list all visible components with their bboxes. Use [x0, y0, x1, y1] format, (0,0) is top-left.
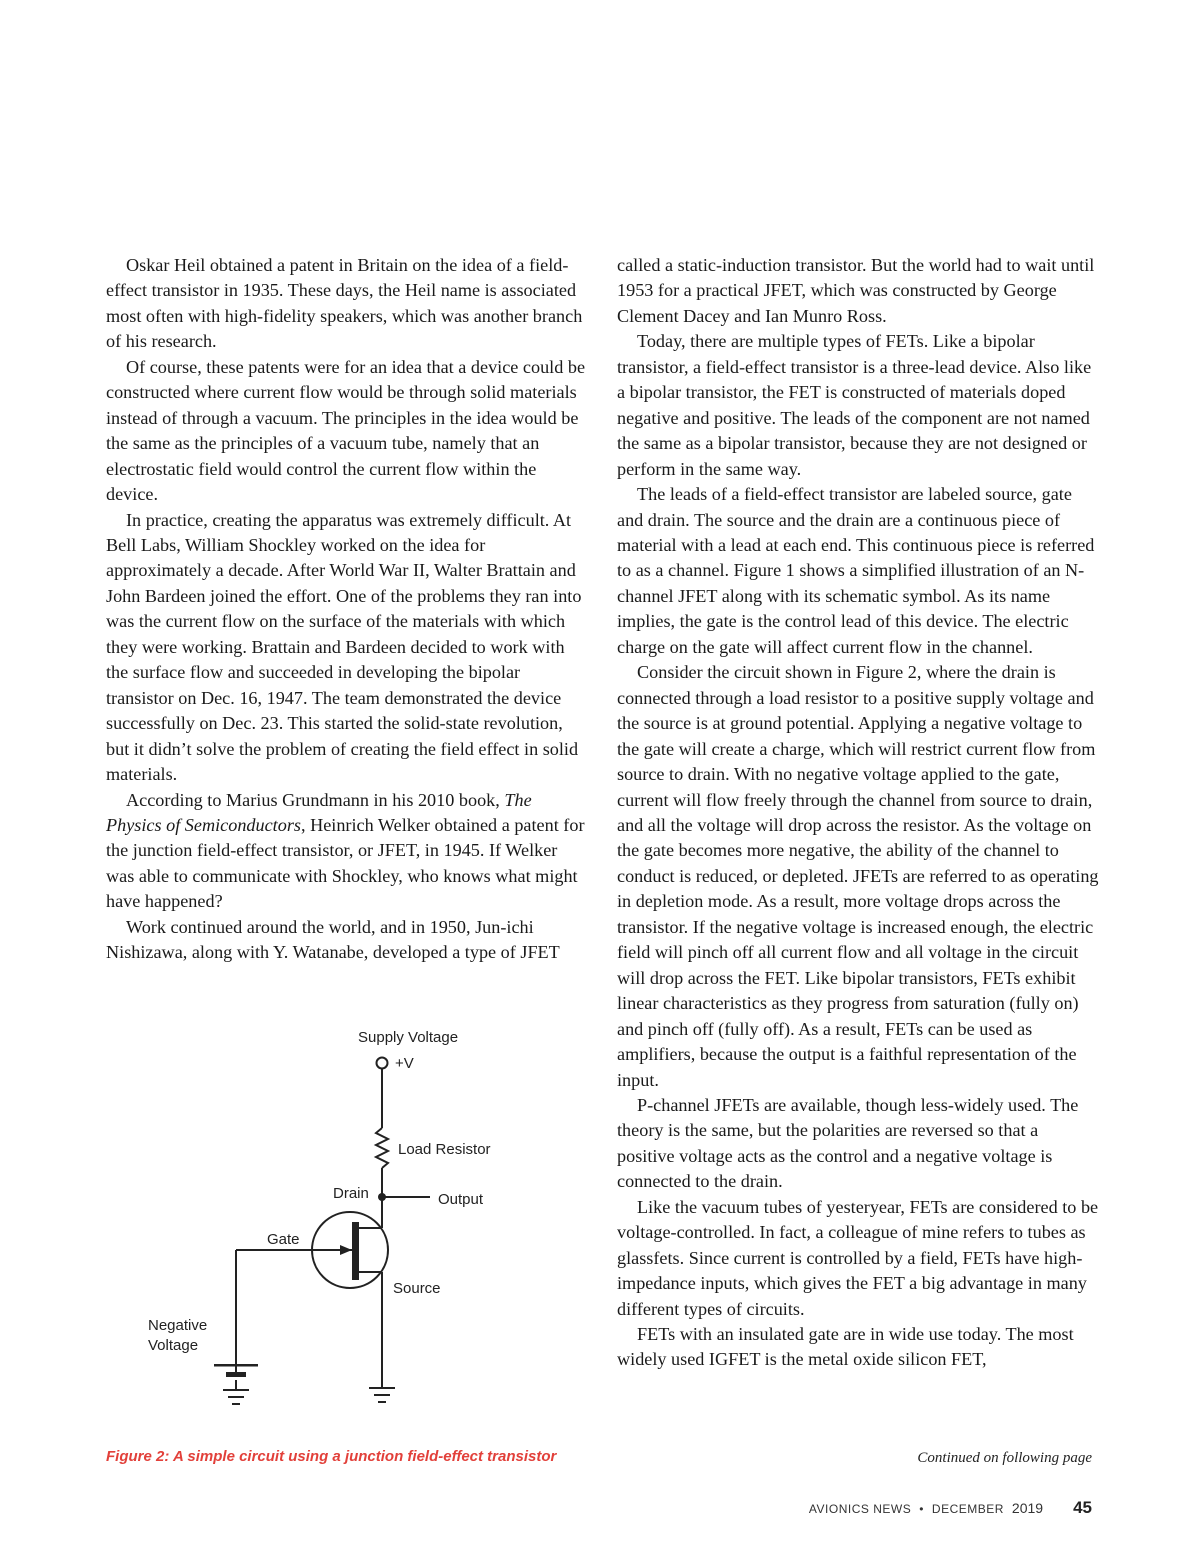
load-resistor-icon: [376, 1128, 388, 1168]
text-run: According to Marius Grundmann in his 2010 book,: [126, 789, 505, 810]
page-number: 45: [1073, 1498, 1092, 1517]
paragraph: The leads of a field-effect transistor are labeled source, gate and drain. The source and the drain are a continuous piece of material with a lead at each end. This continuous piece is referred to as a channel. Figure 1 shows a simplified illustration of an N-channel JFET along with its schematic symbol. As its name implies, the gate is the control lead of this device. The electric charge on the gate will affect current flow in the channel.: [617, 484, 1095, 657]
footer-month: DECEMBER: [931, 1502, 1004, 1516]
paragraph: FETs with an insulated gate are in wide use today. The most widely used IGFET is the metal oxide silicon FET,: [617, 1324, 1074, 1370]
label-voltage: Voltage: [148, 1337, 199, 1354]
paragraph: Oskar Heil obtained a patent in Britain on the idea of a field-effect transistor in 1935. These days, the Heil name is associated most often with high-fidelity speakers, which was another branch of his research.: [106, 255, 583, 352]
right-column: [617, 253, 1099, 1373]
label-plus-v: +V: [395, 1055, 414, 1072]
label-output: Output: [438, 1191, 484, 1208]
ground-icon-left: [223, 1390, 249, 1404]
footer-year: 2019: [1011, 1500, 1044, 1516]
label-load-resistor: Load Resistor: [398, 1141, 491, 1158]
book-title: The Physics of Semiconductors: [106, 789, 532, 835]
text-run: , Heinrich Welker obtained a patent for the junction field-effect transistor, or JFET, in 1945. If Welker was able to communicate with Shockley, who knows what might have happened?: [106, 814, 585, 912]
label-supply-voltage: Supply Voltage: [358, 1029, 459, 1046]
footer-bullet: •: [919, 1502, 924, 1516]
label-source: Source: [393, 1280, 441, 1297]
paragraph-continuation: called a static-induction transistor. But the world had to wait until 1953 for a practical JFET, which was constructed by George Clement Dacey and Ian Munro Ross.: [617, 255, 1095, 326]
label-gate: Gate: [267, 1231, 300, 1248]
label-negative: Negative: [148, 1317, 208, 1334]
paragraph: P-channel JFETs are available, though less-widely used. The theory is the same, but the polarities are reversed so that a positive voltage acts as the control and a negative voltage is connected to the drain.: [617, 1094, 1079, 1192]
paragraph: Today, there are multiple types of FETs. Like a bipolar transistor, a field-effect transistor is a three-lead device. Also like a bipolar transistor, the FET is constructed of materials doped negative and positive. The leads of the component are not named the same as a bipolar transistor, because they are not designed or perform in the same way.: [617, 331, 1092, 479]
jfet-circuit-diagram: [130, 1020, 550, 1420]
publication-name: AVIONICS NEWS: [808, 1502, 912, 1516]
left-column: [106, 253, 588, 966]
paragraph: Like the vacuum tubes of yesteryear, FETs are considered to be voltage-controlled. In fact, a colleague of mine refers to tubes as glassfets. Since current is controlled by a field, FETs have high-impedance inputs, which gives the FET a big advantage in many different types of circuits.: [617, 1196, 1099, 1319]
page-footer: [809, 1498, 1092, 1518]
figure-caption: Figure 2: A simple circuit using a junction field-effect transistor: [106, 1448, 557, 1465]
ground-icon-right: [369, 1388, 395, 1402]
continued-note: Continued on following page: [917, 1450, 1092, 1466]
junction-dot: [378, 1193, 386, 1201]
paragraph: Of course, these patents were for an idea that a device could be constructed where current flow would be through solid materials instead of through a vacuum. The principles in the idea would be the same as the principles of a vacuum tube, namely that an electrostatic field would control the current flow within the device.: [106, 356, 586, 505]
battery-icon: [214, 1364, 258, 1367]
paragraph: In practice, creating the apparatus was extremely difficult. At Bell Labs, William Shockley worked on the idea for approximately a decade. After World War II, Walter Brattain and John Bardeen joined the effort. One of the problems they ran into was the current flow on the surface of the materials with which they were working. Brattain and Bardeen decided to work with the surface flow and succeeded in developing the bipolar transistor on Dec. 16, 1947. The team demonstrated the device successfully on Dec. 23. This started the solid-state revolution, but it didn’t solve the problem of creating the field effect in solid materials.: [106, 509, 582, 785]
label-drain: Drain: [333, 1185, 369, 1202]
supply-terminal-icon: [377, 1058, 388, 1069]
paragraph: Work continued around the world, and in 1950, Jun-ichi Nishizawa, along with Y. Watanabe, developed a type of JFET: [106, 916, 560, 963]
paragraph: Consider the circuit shown in Figure 2, where the drain is connected through a load resistor to a positive supply voltage and the source is at ground potential. Applying a negative voltage to the gate will create a charge, which will restrict current flow from source to drain. With no negative voltage applied to the gate, current will flow freely through the channel from source to drain, and all the voltage will drop across the resistor. As the voltage on the gate becomes more negative, the ability of the channel to conduct is reduced, or depleted. JFETs are referred to as operating in depletion mode. As a result, more voltage drops across the transistor. If the negative voltage is increased enough, the electric field will pinch off all current flow and all voltage in the circuit will drop across the FET. Like bipolar transistors, FETs exhibit linear characteristics as they progress from saturation (fully on) and pinch off (fully off). As a result, FETs can be used as amplifiers, because the output is a faithful representation of the input.: [617, 662, 1099, 1090]
paragraph-grundmann: [106, 788, 588, 915]
channel-bar: [352, 1222, 359, 1280]
gate-arrow-icon: [340, 1245, 352, 1255]
